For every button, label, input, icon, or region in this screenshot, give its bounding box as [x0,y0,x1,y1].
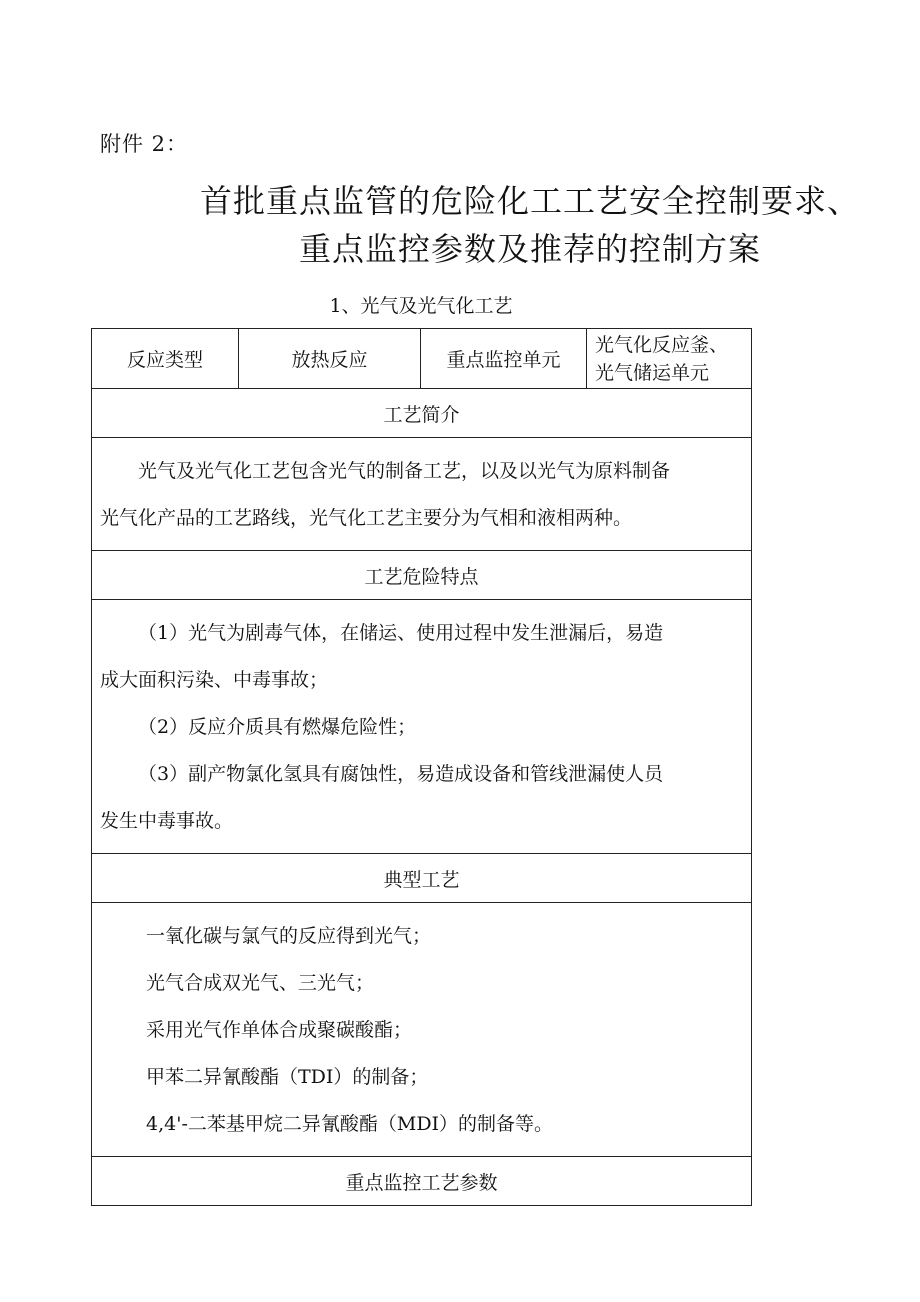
hazard-1-line-1: （1）光气为剧毒气体，在储运、使用过程中发生泄漏后，易造 [138,622,664,644]
reaction-type-label: 反应类型 [92,329,239,389]
intro-body-row [92,438,752,551]
typical-item-4: 甲苯二异氰酸酯（TDI）的制备； [146,1066,429,1088]
intro-line-2: 光气化产品的工艺路线，光气化工艺主要分为气相和液相两种。 [100,507,633,529]
typical-heading: 典型工艺 [92,854,752,903]
monitor-unit-value [587,329,752,389]
section-subtitle: 1、光气及光气化工艺 [329,295,513,317]
monitor-unit-label: 重点监控单元 [421,329,587,389]
hazard-2: （2）反应介质具有燃爆危险性； [138,716,417,738]
monitor-unit-value-line-2: 光气储运单元 [595,361,710,384]
typical-item-5: 4,4'-二苯基甲烷二异氰酸酯（MDI）的制备等。 [146,1113,554,1135]
params-heading: 重点监控工艺参数 [92,1157,752,1206]
intro-heading-row [92,389,752,438]
attachment-label: 附件 2： [100,132,189,156]
hazard-heading-row [92,551,752,600]
process-table [91,328,752,1206]
intro-heading: 工艺简介 [92,389,752,438]
typical-body [92,903,752,1157]
hazard-heading: 工艺危险特点 [92,551,752,600]
typical-item-3: 采用光气作单体合成聚碳酸酯； [146,1019,413,1041]
page-title-line-2: 重点监控参数及推荐的控制方案 [298,230,761,268]
typical-heading-row [92,854,752,903]
typical-body-row [92,903,752,1157]
params-heading-row [92,1157,752,1206]
hazard-1-line-2: 成大面积污染、中毒事故； [100,669,329,691]
hazard-body [92,600,752,854]
hazard-3-line-1: （3）副产物氯化氢具有腐蚀性，易造成设备和管线泄漏使人员 [138,763,664,785]
hazard-3-line-2: 发生中毒事故。 [100,810,234,832]
monitor-unit-value-line-1: 光气化反应釜、 [595,333,729,356]
intro-body [92,438,752,551]
page-title-line-1: 首批重点监管的危险化工工艺安全控制要求、 [199,182,860,220]
header-row [92,329,752,389]
intro-line-1: 光气及光气化工艺包含光气的制备工艺，以及以光气为原料制备 [138,460,671,482]
typical-item-2: 光气合成双光气、三光气； [146,972,375,994]
hazard-body-row [92,600,752,854]
typical-item-1: 一氧化碳与氯气的反应得到光气； [146,925,432,947]
reaction-type-value: 放热反应 [239,329,421,389]
